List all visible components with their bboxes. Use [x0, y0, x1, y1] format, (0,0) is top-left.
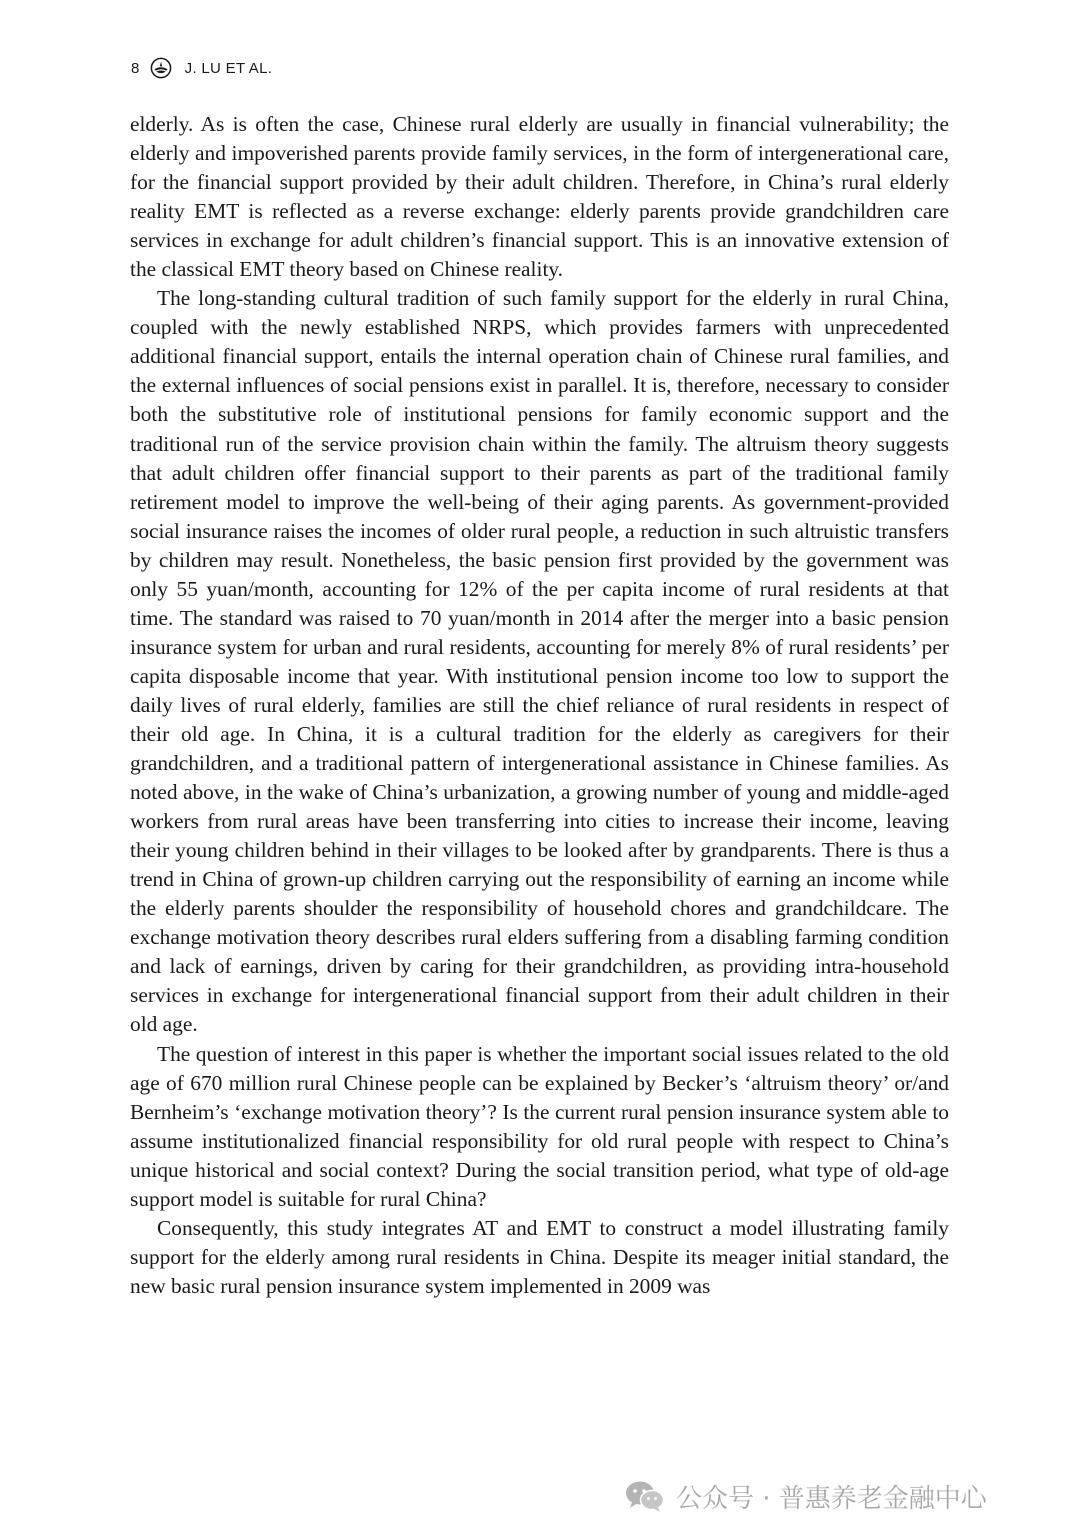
running-head-authors: J. LU ET AL.	[184, 59, 273, 77]
paragraph: The question of interest in this paper is whether the important social issues related to the old age of 670 million rural Chinese people can be explained by Becker’s ‘altruism theory’ or/and Bernheim’s ‘exchange motivation theory’? Is the current rural pension insurance system able to assume institutionalized financial responsibility for old rural people with respect to China’s unique historical and social context? During the social transition period, what type of old-age support model is suitable for rural China?	[130, 1041, 949, 1211]
page-number: 8	[131, 59, 140, 77]
paragraph-continued: elderly. As is often the case, Chinese rural elderly are usually in financial vulnerability; the elderly and impoverished parents provide family services, in the form of intergenerational care, for the financial support provided by their adult children. Therefore, in China’s rural elderly reality EMT is reflected as a reverse exchange: elderly parents provide grandchildren care services in exchange for adult children’s financial support. This is an innovative extension of the classical EMT theory based on Chinese reality.	[130, 112, 949, 282]
publisher-logo-icon	[150, 57, 172, 79]
paragraph: Consequently, this study integrates AT and EMT to construct a model illustrating family support for the elderly among rural residents in China. Despite its meager initial standard, the new basic rural pension insurance system implemented in 2009 was	[130, 1215, 949, 1298]
watermark	[624, 1476, 987, 1516]
paragraph: The long-standing cultural tradition of such family support for the elderly in rural China, coupled with the newly established NRPS, which provides farmers with unprecedented additional financial support, entails the internal operation chain of Chinese rural families, and the external influences of social pensions exist in parallel. It is, therefore, necessary to consider both the substitutive role of institutional pensions for family economic support and the traditional run of the service provision chain within the family. The altruism theory suggests that adult children offer financial support to their parents as part of the traditional family retirement model to improve the well-being of their aging parents. As government-provided social insurance raises the incomes of older rural people, a reduction in such altruistic transfers by children may result. Nonetheless, the basic pension first provided by the government was only 55 yuan/month, accounting for 12% of the per capita income of rural residents at that time. The standard was raised to 70 yuan/month in 2014 after the merger into a basic pension insurance system for urban and rural residents, accounting for merely 8% of rural residents’ per capita disposable income that year. With institutional pension income too low to support the daily lives of rural elderly, families are still the chief reliance of rural residents in respect of their old age. In China, it is a cultural tradition for the elderly as caregivers for their grandchildren, and a traditional pattern of intergenerational assistance in Chinese families. As noted above, in the wake of China’s urbanization, a growing number of young and middle-aged workers from rural areas have been transferring into cities to increase their income, leaving their young children behind in their villages to be looked after by grandparents. There is thus a trend in China of grown-up children carrying out the responsibility of earning an income while the elderly parents shoulder the responsibility of household chores and grandchildcare. The exchange motivation theory describes rural elders suffering from a disabling farming condition and lack of earnings, driven by caring for their grandchildren, as providing intra-household services in exchange for intergenerational financial support from their adult children in their old age.	[130, 286, 949, 1037]
running-header	[131, 56, 272, 80]
watermark-text: 公众号 · 普惠养老金融中心	[676, 1483, 987, 1514]
body-text	[130, 110, 949, 1301]
wechat-icon	[624, 1479, 666, 1513]
